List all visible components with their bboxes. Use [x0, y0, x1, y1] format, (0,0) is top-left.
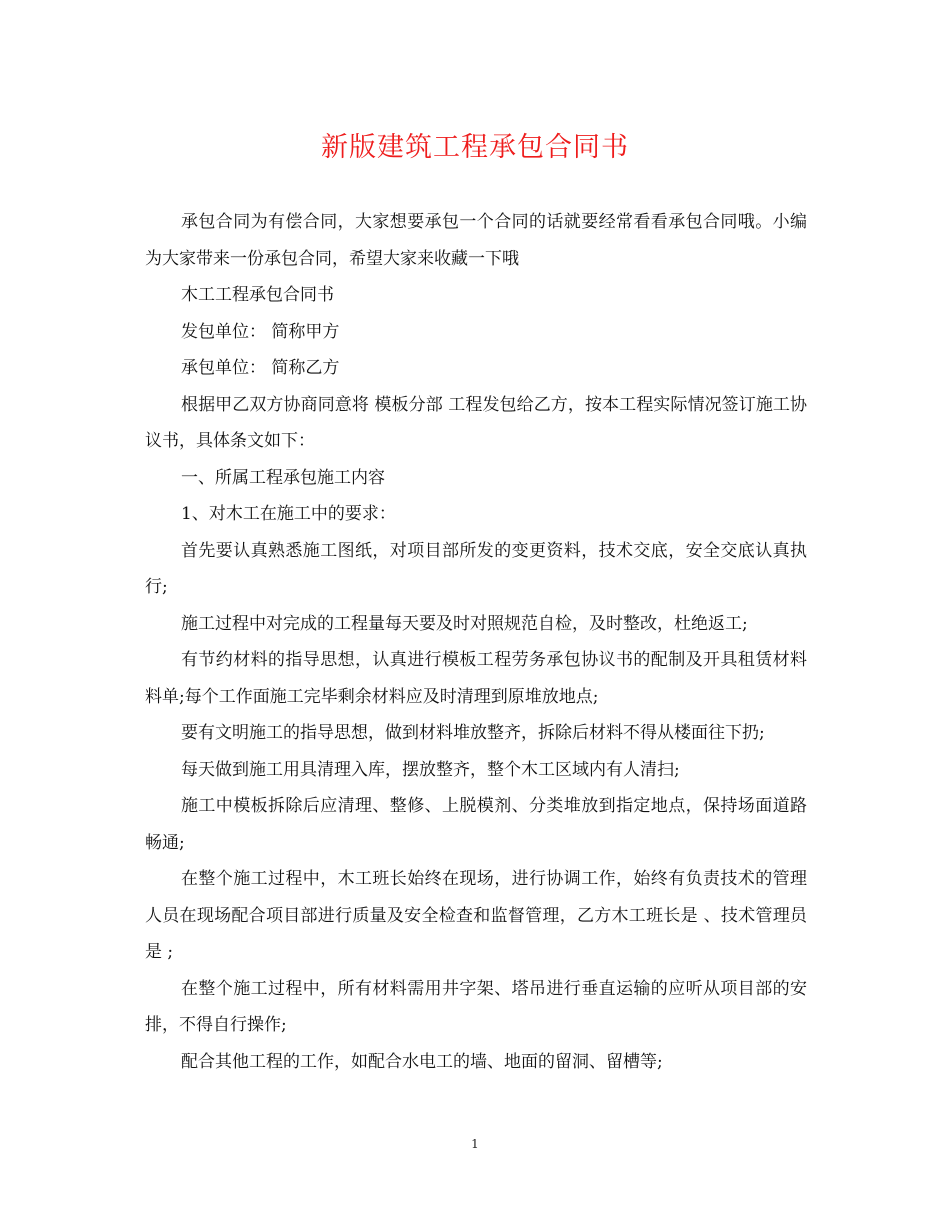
paragraph-requirement-7: 在整个施工过程中，木工班长始终在现场，进行协调工作，始终有负责技术的管理人员在现场配合项目部进行质量及安全检查和监督管理，乙方木工班长是 、技术管理员是 ; [145, 869, 807, 962]
paragraph-requirement-1: 首先要认真熟悉施工图纸，对项目部所发的变更资料，技术交底，安全交底认真执行; [145, 540, 807, 597]
paragraph-requirement-6: 施工中模板拆除后应清理、整修、上脱模剂、分类堆放到指定地点，保持场面道路畅通; [145, 796, 807, 853]
paragraph-requirement-2: 施工过程中对完成的工程量每天要及时对照规范自检，及时整改，杜绝返工; [181, 613, 748, 634]
section-heading-1: 一、所属工程承包施工内容 [181, 467, 385, 488]
paragraph-party-b: 承包单位： 简称乙方 [181, 358, 340, 378]
paragraph-requirement-4: 要有文明施工的指导思想，做到材料堆放整齐，拆除后材料不得从楼面往下扔; [181, 723, 765, 743]
paragraph-agreement: 根据甲乙双方协商同意将 模板分部 工程发包给乙方，按本工程实际情况签订施工协议书，具体条文如下： [145, 394, 807, 451]
paragraph-requirement-9: 配合其他工程的工作，如配合水电工的墙、地面的留洞、留槽等; [181, 1051, 663, 1072]
document-title: 新版建筑工程承包合同书 [321, 132, 629, 163]
paragraph-requirement-3: 有节约材料的指导思想，认真进行模板工程劳务承包协议书的配制及开具租赁材料料单;每个工作面施工完毕剩余材料应及时清理到原堆放地点; [145, 650, 807, 707]
paragraph-intro: 承包合同为有偿合同，大家想要承包一个合同的话就要经常看看承包合同哦。小编为大家带来一份承包合同，希望大家来收藏一下哦 [145, 212, 807, 269]
subsection-heading-1: 1、对木工在施工中的要求： [181, 504, 396, 524]
document-body [145, 204, 807, 1080]
paragraph-requirement-5: 每天做到施工用具清理入库，摆放整齐，整个木工区域内有人清扫; [181, 759, 680, 780]
paragraph-contract-name: 木工工程承包合同书 [181, 285, 334, 305]
paragraph-party-a: 发包单位： 简称甲方 [181, 321, 340, 342]
page-number: 1 [471, 1137, 479, 1151]
paragraph-requirement-8: 在整个施工过程中，所有材料需用井字架、塔吊进行垂直运输的应听从项目部的安排，不得自行操作; [145, 978, 807, 1035]
